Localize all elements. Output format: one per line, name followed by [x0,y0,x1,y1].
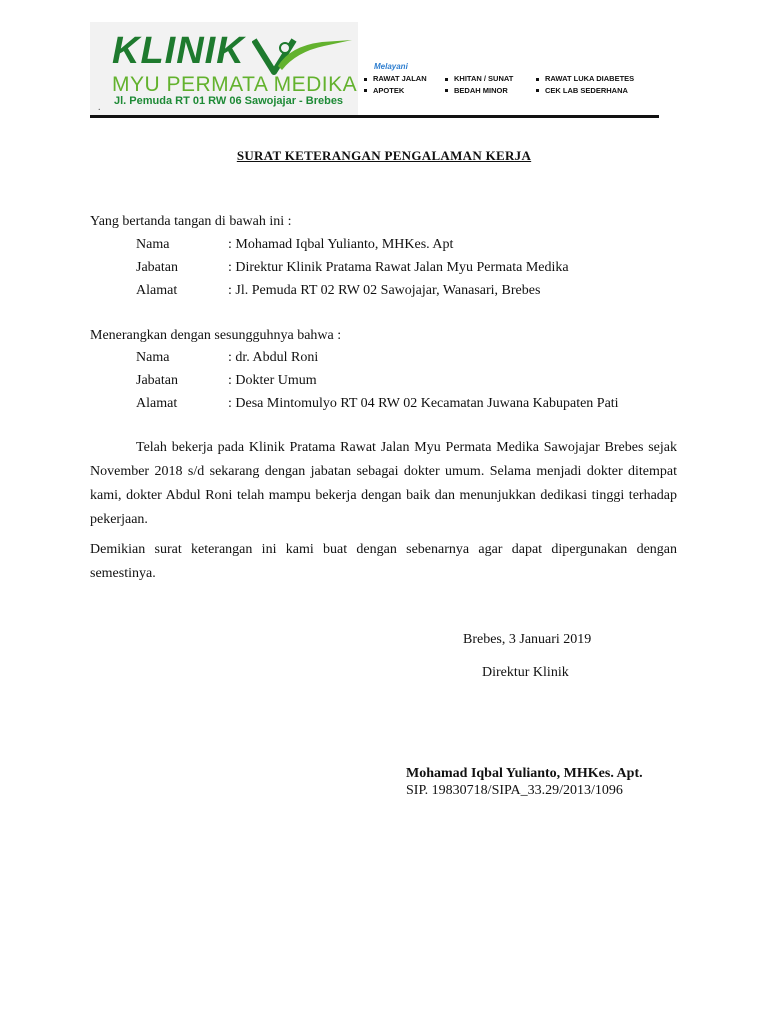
service-item: RAWAT LUKA DIABETES [536,73,634,85]
signer-address-value: : Jl. Pemuda RT 02 RW 02 Sawojajar, Wanasari, Brebes [228,284,540,298]
subject-address-label: Alamat [136,396,178,411]
signer-position-label: Jabatan [136,260,178,275]
subject-position-value: : Dokter Umum [228,374,317,388]
signer-address-label: Alamat [136,283,178,298]
services-label: Melayani [374,62,408,71]
signature-name: Mohamad Iqbal Yulianto, MHKes. Apt. [406,766,643,781]
signature-place-date: Brebes, 3 Januari 2019 [463,632,592,647]
closing-paragraph: Demikian surat keterangan ini kami buat dengan sebenarnya agar dapat dipergunakan dengan semestinya. [90,542,677,581]
signature-license-number: SIP. 19830718/SIPA_33.29/2013/1096 [406,783,623,798]
subject-address-value: : Desa Mintomulyo RT 04 RW 02 Kecamatan Juwana Kabupaten Pati [228,397,619,411]
services-column-2 [445,73,513,96]
subject-name-value: : dr. Abdul Roni [228,351,318,365]
signer-position-value: : Direktur Klinik Pratama Rawat Jalan Myu Permata Medika [228,261,569,275]
subject-position-label: Jabatan [136,373,178,388]
clinic-logo-word: KLINIK [112,30,245,72]
services-column-1 [364,73,427,96]
signer-name-value: : Mohamad Iqbal Yulianto, MHKes. Apt [228,238,453,252]
bullet-icon [536,78,539,81]
service-item: RAWAT JALAN [364,73,427,85]
decorative-dot: . [98,102,101,113]
bullet-icon [445,89,448,92]
statement-intro-text: Menerangkan dengan sesungguhnya bahwa : [90,328,342,343]
document-title: SURAT KETERANGAN PENGALAMAN KERJA [236,148,532,163]
services-column-3 [536,73,634,96]
clinic-name: MYU PERMATA MEDIKA [112,73,358,96]
bullet-icon [364,89,367,92]
bullet-icon [536,89,539,92]
bullet-icon [364,78,367,81]
service-item: KHITAN / SUNAT [445,73,513,85]
subject-name-label: Nama [136,350,170,365]
clinic-letterhead [90,22,358,118]
service-item: CEK LAB SEDERHANA [536,85,634,97]
bullet-icon [445,78,448,81]
service-item: BEDAH MINOR [445,85,513,97]
letterhead-divider [90,115,659,118]
clinic-address: Jl. Pemuda RT 01 RW 06 Sawojajar - Brebes [114,95,344,107]
service-item: APOTEK [364,85,427,97]
signer-name-label: Nama [136,237,170,252]
signature-title: Direktur Klinik [482,665,569,680]
intro-text: Yang bertanda tangan di bawah ini : [90,214,292,229]
body-paragraph: Telah bekerja pada Klinik Pratama Rawat Jalan Myu Permata Medika Sawojajar Brebes sejak November 2018 s/d sekarang dengan jabatan sebagai dokter umum. Selama menjadi dokter ditempat kami, dokter Abdul Roni telah mampu bekerja dengan baik dan menunjukkan dedikasi tinggi terhadap pekerjaan. [90,440,677,527]
